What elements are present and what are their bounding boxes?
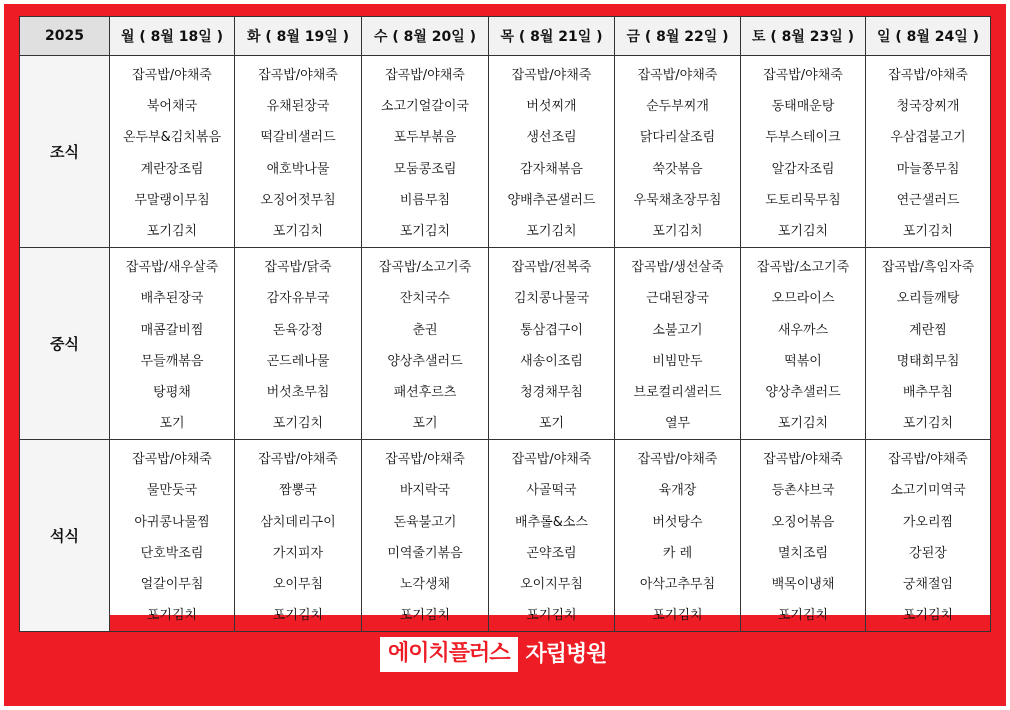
menu-item-list: [489, 248, 614, 439]
menu-cell-breakfast-tue: [235, 56, 362, 248]
menu-cell-breakfast-sun: [866, 56, 991, 248]
menu-item: 잡곡밥/닭죽: [264, 260, 332, 276]
menu-item-list: [866, 56, 990, 247]
menu-item: 잡곡밥/야채죽: [763, 68, 843, 83]
menu-item: 소불고기: [652, 322, 703, 338]
menu-item: 버섯탕수: [652, 514, 703, 530]
menu-item: 아귀콩나물찜: [134, 514, 210, 530]
menu-item: 가지피자: [272, 545, 324, 561]
menu-item: 우묵채초장무침: [633, 192, 722, 208]
menu-item: 배추된장국: [140, 291, 204, 307]
menu-item: 사골떡국: [526, 483, 577, 499]
menu-item: 감자채볶음: [520, 161, 583, 177]
day-header-mon: 월 ( 8월 18일 ): [110, 17, 235, 56]
menu-item: 잡곡밥/소고기죽: [756, 260, 850, 276]
menu-item-list: [741, 248, 865, 439]
menu-item: 포기김치: [902, 416, 954, 432]
menu-item: 잡곡밥/흑임자죽: [881, 260, 975, 276]
menu-item-list: [489, 440, 614, 631]
menu-cell-dinner-sat: [741, 440, 866, 632]
menu-item: 새송이조림: [520, 353, 583, 369]
menu-item: 곤드레나물: [266, 353, 330, 369]
menu-table-container: [19, 16, 990, 624]
menu-item: 포기김치: [146, 223, 198, 239]
menu-item: 버섯초무침: [266, 384, 330, 400]
menu-item: 곤약조림: [526, 545, 577, 561]
menu-item: 김치콩나물국: [513, 291, 590, 307]
menu-item-list: [615, 248, 740, 439]
menu-cell-dinner-thu: [489, 440, 615, 632]
menu-item: 단호박조림: [140, 545, 204, 561]
menu-item: 비름무침: [399, 192, 451, 208]
menu-cell-breakfast-fri: [615, 56, 741, 248]
day-header-sun: 일 ( 8월 24일 ): [866, 17, 991, 56]
menu-item: 양배추콘샐러드: [507, 192, 596, 208]
menu-item-list: [741, 56, 865, 247]
menu-item: 동태매운탕: [771, 99, 835, 115]
menu-item-list: [110, 440, 234, 631]
menu-item: 잡곡밥/생선살죽: [631, 260, 724, 276]
menu-item: 돈육강정: [272, 322, 324, 338]
menu-item: 포기김치: [272, 223, 324, 239]
menu-item: 잡곡밥/야채죽: [888, 452, 968, 468]
menu-item: 북어채국: [146, 99, 198, 115]
day-header-tue: 화 ( 8월 19일 ): [235, 17, 362, 56]
menu-item: 통삼겹구이: [520, 322, 583, 338]
year-header: 2025: [20, 17, 110, 56]
menu-item: 물만둣국: [146, 483, 198, 499]
menu-item: 카 레: [662, 545, 693, 561]
menu-item-list: [362, 56, 488, 247]
menu-item: 브로컬리샐러드: [633, 384, 722, 400]
menu-item: 포기김치: [526, 608, 577, 624]
menu-cell-dinner-mon: [110, 440, 235, 632]
menu-item: 잡곡밥/야채죽: [637, 68, 718, 83]
menu-item: 무들깨볶음: [140, 353, 204, 369]
menu-item: 생선조림: [526, 130, 577, 146]
menu-cell-breakfast-wed: [362, 56, 489, 248]
menu-item: 탕평채: [153, 384, 191, 400]
menu-item: 잡곡밥/야채죽: [132, 452, 212, 468]
menu-cell-breakfast-mon: [110, 56, 235, 248]
menu-item: 포기김치: [902, 223, 954, 239]
menu-cell-breakfast-sat: [741, 56, 866, 248]
meal-label-dinner: 석식: [20, 440, 110, 632]
menu-item: 마늘쫑무침: [896, 161, 960, 177]
menu-item: 강된장: [909, 545, 947, 561]
menu-item: 잡곡밥/새우살죽: [125, 260, 219, 276]
menu-item: 잡곡밥/소고기죽: [378, 260, 472, 276]
menu-item-list: [110, 56, 234, 247]
menu-item: 춘권: [412, 322, 438, 338]
logo-brand-box: 에이치플러스: [380, 637, 518, 672]
menu-item: 오리들깨탕: [896, 291, 960, 307]
day-header-thu: 목 ( 8월 21일 ): [489, 17, 615, 56]
menu-item: 애호박나물: [266, 161, 330, 177]
meal-label-breakfast: 조식: [20, 56, 110, 248]
menu-item: 노각생채: [399, 577, 451, 592]
menu-cell-lunch-fri: [615, 248, 741, 440]
menu-item: 잡곡밥/야채죽: [385, 452, 465, 468]
menu-cell-lunch-mon: [110, 248, 235, 440]
menu-item-list: [110, 248, 234, 439]
menu-item: 순두부찌개: [646, 99, 709, 115]
header-row: [20, 17, 991, 56]
menu-item-list: [235, 440, 361, 631]
menu-cell-lunch-tue: [235, 248, 362, 440]
menu-cell-dinner-wed: [362, 440, 489, 632]
menu-item: 근대된장국: [646, 291, 709, 307]
menu-item: 알감자조림: [771, 161, 835, 177]
menu-item: 오므라이스: [771, 291, 835, 307]
menu-item: 포기김치: [652, 223, 703, 239]
menu-item: 잡곡밥/야채죽: [258, 68, 338, 83]
menu-item: 감자유부국: [266, 291, 330, 307]
menu-item-list: [235, 56, 361, 247]
menu-cell-lunch-thu: [489, 248, 615, 440]
menu-item-list: [615, 56, 740, 247]
menu-item: 떡볶이: [784, 353, 822, 369]
menu-item: 등촌샤브국: [771, 483, 835, 499]
menu-item: 잡곡밥/야채죽: [385, 68, 465, 83]
menu-item: 쑥갓볶음: [652, 161, 703, 177]
menu-item: 청국장찌개: [896, 99, 960, 115]
menu-item: 매콤갈비찜: [140, 322, 204, 338]
menu-item: 청경채무침: [520, 384, 583, 400]
menu-item: 비빔만두: [652, 353, 703, 369]
menu-item-list: [362, 248, 488, 439]
menu-item: 배추무침: [902, 384, 954, 400]
menu-item-list: [615, 440, 740, 631]
day-header-fri: 금 ( 8월 22일 ): [615, 17, 741, 56]
red-frame: [4, 4, 1006, 706]
menu-item: 떡갈비샐러드: [260, 130, 336, 146]
menu-item: 소고기얼갈이국: [381, 99, 469, 115]
logo-hospital-name: 자립병원: [525, 641, 607, 667]
menu-item: 포기김치: [777, 608, 829, 624]
menu-item: 계란장조림: [140, 161, 204, 177]
menu-item: 두부스테이크: [765, 130, 841, 146]
menu-item: 잡곡밥/야채죽: [511, 68, 592, 83]
menu-item: 계란찜: [909, 322, 947, 338]
menu-item: 얼갈이무침: [140, 577, 204, 592]
menu-item: 미역줄기볶음: [387, 545, 463, 561]
menu-item: 포기김치: [399, 223, 451, 239]
menu-item: 우삼겹불고기: [890, 130, 966, 146]
menu-item-list: [866, 440, 990, 631]
weekly-menu-table: [19, 16, 991, 632]
menu-item: 잔치국수: [399, 291, 451, 307]
meal-row-lunch: [20, 248, 991, 440]
menu-item: 가오리찜: [902, 514, 954, 530]
menu-item: 포두부볶음: [393, 130, 457, 146]
menu-item: 아삭고추무침: [639, 577, 716, 592]
menu-item: 오징어볶음: [771, 514, 835, 530]
menu-item: 육개장: [658, 483, 697, 499]
menu-item: 온두부&김치볶음: [122, 130, 222, 146]
menu-item: 오징어젓무침: [260, 192, 336, 208]
menu-item: 오이지무침: [520, 577, 583, 592]
menu-cell-lunch-wed: [362, 248, 489, 440]
menu-item: 포기김치: [146, 608, 198, 624]
menu-item: 잡곡밥/전복죽: [511, 260, 592, 276]
menu-item: 백목이냉채: [771, 577, 835, 592]
menu-item: 패션후르츠: [393, 384, 457, 400]
menu-item: 삼치데리구이: [260, 514, 336, 530]
menu-item: 양상추샐러드: [387, 353, 463, 369]
menu-item: 포기김치: [526, 223, 577, 239]
meal-row-breakfast: [20, 56, 991, 248]
hospital-logo: [380, 637, 607, 672]
day-header-wed: 수 ( 8월 20일 ): [362, 17, 489, 56]
menu-item-list: [235, 248, 361, 439]
menu-item: 도토리묵무침: [765, 192, 841, 208]
menu-item: 양상추샐러드: [765, 384, 841, 400]
menu-item-list: [741, 440, 865, 631]
menu-item: 버섯찌개: [526, 99, 577, 115]
menu-cell-dinner-tue: [235, 440, 362, 632]
menu-item-list: [362, 440, 488, 631]
menu-item: 잡곡밥/야채죽: [888, 68, 968, 83]
menu-item: 새우까스: [777, 322, 829, 338]
menu-item: 잡곡밥/야채죽: [511, 452, 592, 468]
menu-item: 유채된장국: [266, 99, 330, 115]
menu-item: 포기김치: [272, 608, 324, 624]
menu-item: 멸치조림: [777, 545, 829, 561]
menu-item: 포기김치: [652, 608, 703, 624]
menu-item: 배추롤&소스: [515, 514, 588, 530]
menu-item: 무말랭이무침: [134, 192, 210, 208]
menu-item: 오이무침: [272, 577, 324, 592]
menu-cell-breakfast-thu: [489, 56, 615, 248]
menu-item: 포기: [159, 416, 185, 432]
meal-label-lunch: 중식: [20, 248, 110, 440]
menu-cell-lunch-sun: [866, 248, 991, 440]
meal-row-dinner: [20, 440, 991, 632]
menu-item: 포기김치: [399, 608, 451, 624]
menu-item: 연근샐러드: [896, 192, 960, 208]
menu-item: 궁채절임: [902, 577, 954, 592]
day-header-sat: 토 ( 8월 23일 ): [741, 17, 866, 56]
menu-item: 바지락국: [399, 483, 451, 499]
menu-item: 명태회무침: [896, 353, 960, 369]
menu-item: 소고기미역국: [890, 483, 966, 499]
menu-item: 포기: [412, 416, 438, 432]
menu-item: 포기김치: [272, 416, 324, 432]
menu-item: 포기김치: [902, 608, 954, 624]
menu-item: 포기: [538, 416, 565, 432]
menu-item: 열무: [664, 416, 691, 432]
menu-item: 잡곡밥/야채죽: [258, 452, 338, 468]
menu-item: 포기김치: [777, 416, 829, 432]
menu-cell-dinner-fri: [615, 440, 741, 632]
menu-item: 잡곡밥/야채죽: [132, 68, 212, 83]
menu-item: 잡곡밥/야채죽: [763, 452, 843, 468]
menu-cell-dinner-sun: [866, 440, 991, 632]
menu-item-list: [866, 248, 990, 439]
menu-item: 모둠콩조림: [393, 161, 457, 177]
menu-item: 닭다리살조림: [639, 130, 716, 146]
menu-item: 짬뽕국: [279, 483, 317, 499]
menu-item: 잡곡밥/야채죽: [637, 452, 718, 468]
menu-item: 돈육불고기: [393, 514, 457, 530]
menu-cell-lunch-sat: [741, 248, 866, 440]
menu-item: 포기김치: [777, 223, 829, 239]
menu-item-list: [489, 56, 614, 247]
